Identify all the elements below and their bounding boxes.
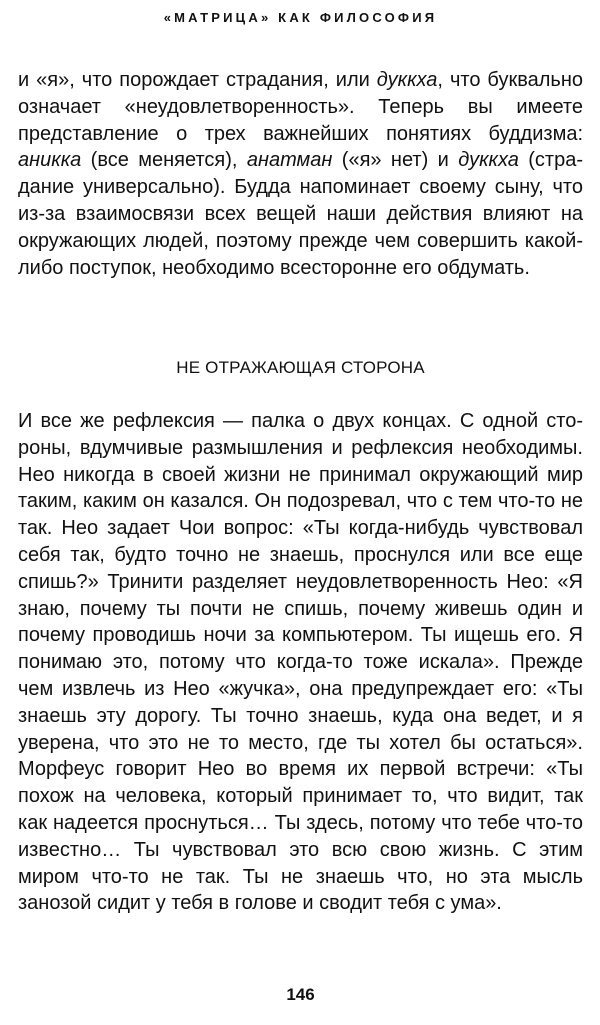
page-number: 146 <box>286 985 315 1004</box>
text-segment: (все меняется), <box>81 149 247 172</box>
text-segment: , что буквально означает «неудовлетворенность». Теперь вы имеете представление о трех важнейших понятиях буддизма: <box>18 69 583 145</box>
text-segment: (страдание универсально). Будда напоминает своему сыну, что из-за взаимосвязи всех вещей наши действия влияют на окружающих людей, поэтому прежде чем совершить какой-либо поступок, необходимо всесторонне его обдумать. <box>18 149 583 279</box>
term-anikka: аникка <box>18 149 82 172</box>
term-dukkha: дуккха <box>458 149 519 172</box>
term-dukkha: дуккха <box>376 69 438 91</box>
section-heading: НЕ ОТРАЖАЮЩАЯ СТОРОНА <box>176 358 425 377</box>
text-segment: и «я», что порождает страдания, или <box>18 69 377 91</box>
body-paragraph-2: И все же рефлексия — палка о двух концах. С одной стороны, вдумчивые размышления и рефлексия необходимы. Нео никогда в своей жизни не принимал окружающий мир таким, каким он казался. Он подозревал, что с тем что-то не так. Нео задает Чои вопрос: «Ты когда-нибудь чувствовал себя так, будто точно не знаешь, проснулся или все еще спишь?» Тринити разделяет неудовлетворенность Нео: «Я знаю, почему ты почти не спишь, почему живешь один и почему проводишь ночи за компьютером. Ты ищешь его. Я понимаю это, потому что когда-то тоже искала». Прежде чем извлечь из Нео «жучка», она предупреждает его: «Ты знаешь эту дорогу. Ты точно знаешь, куда она ведет, и я уверена, что это не то место, где ты хотел бы остаться». Морфеус говорит Нео во время их первой встречи: «Ты похож на человека, который принимает то, что видит, так как надеется проснуться… Ты здесь, потому что тебе что-то известно… Ты чувствовал это всю свою жизнь. С этим миром что-то не так. Ты не знаешь что, но эта мысль занозой сидит у тебя в голове и сводит тебя с ума». <box>18 410 583 915</box>
body-paragraph-1 <box>18 67 583 281</box>
term-anatman: анатман <box>246 149 333 172</box>
text-segment: («я» нет) и <box>332 149 459 172</box>
running-head-title: «МАТРИЦА» КАК ФИЛОСОФИЯ <box>163 10 438 25</box>
book-page <box>18 0 583 1025</box>
